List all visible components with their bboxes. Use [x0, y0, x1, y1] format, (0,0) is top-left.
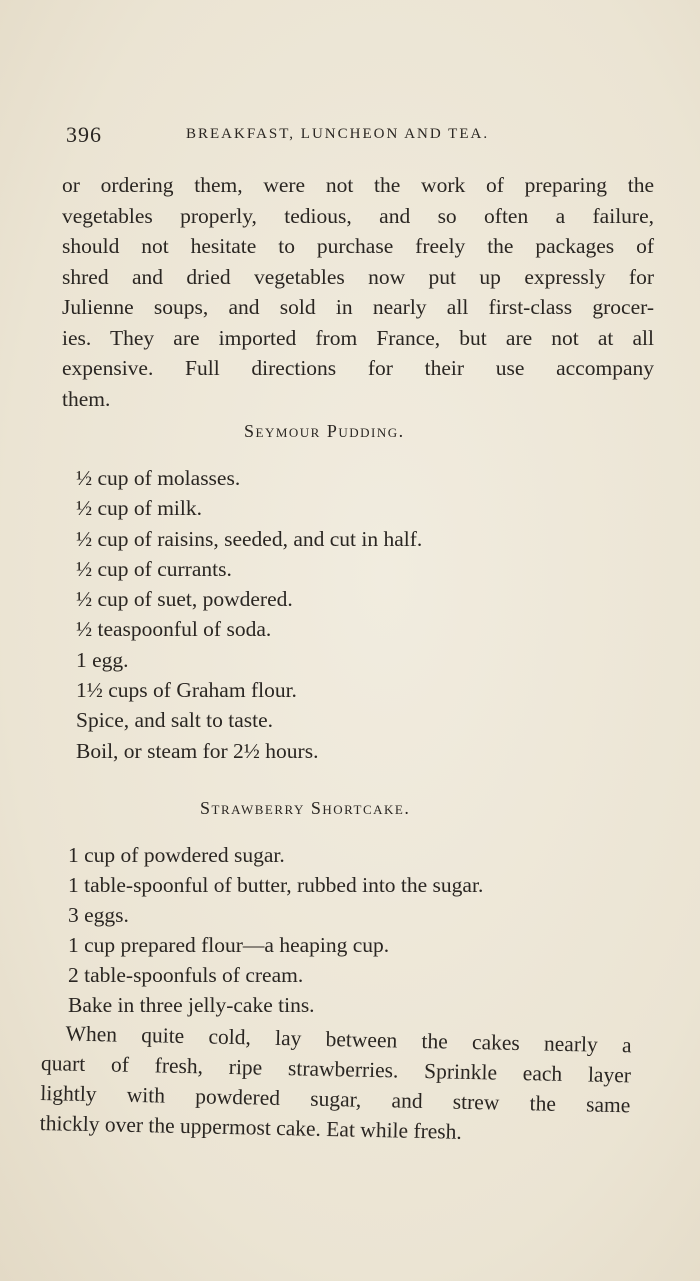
- ingredient-item: Boil, or steam for 2½ hours.: [76, 738, 319, 763]
- ingredient-item: 3 eggs.: [68, 903, 129, 927]
- ingredient-item: Bake in three jelly-cake tins.: [68, 993, 315, 1017]
- ingredient-item: ½ cup of suet, powdered.: [76, 587, 293, 612]
- paragraph-line: ies. They are imported from France, but are not at all: [62, 325, 654, 350]
- ingredient-item: ½ cup of raisins, seeded, and cut in half.: [76, 526, 423, 551]
- paragraph-line: When quite cold, lay between the cakes nearly a: [65, 1021, 632, 1058]
- paragraph-line: them.: [62, 386, 111, 411]
- page-number: 396: [66, 122, 102, 147]
- ingredient-item: 1 cup prepared flour—a heaping cup.: [68, 933, 390, 957]
- ingredient-item: 1½ cups of Graham flour.: [76, 678, 297, 703]
- ingredient-item: 1 egg.: [76, 647, 129, 672]
- page-header: [66, 122, 666, 152]
- closing-paragraph: [39, 1018, 631, 1150]
- paragraph-line: vegetables properly, tedious, and so often a failure,: [62, 203, 654, 228]
- ingredient-item: 2 table-spoonfuls of cream.: [68, 963, 304, 987]
- paragraph-line: or ordering them, were not the work of preparing the: [62, 173, 654, 197]
- paragraph-line: thickly over the uppermost cake. Eat while fresh.: [39, 1110, 463, 1144]
- ingredient-list-strawberry-shortcake: [68, 840, 483, 1020]
- ingredient-item: Spice, and salt to taste.: [76, 708, 274, 733]
- ingredient-item: 1 table-spoonful of butter, rubbed into the sugar.: [68, 873, 484, 897]
- paragraph-line: shred and dried vegetables now put up expressly for: [62, 264, 654, 289]
- recipe-title-seymour-pudding: Seymour Pudding.: [244, 421, 405, 441]
- ingredient-item: ½ cup of currants.: [76, 556, 232, 581]
- ingredient-item: 1 cup of powdered sugar.: [68, 843, 285, 867]
- paragraph-line: expensive. Full directions for their use accompany: [62, 356, 654, 380]
- paragraph-line: should not hesitate to purchase freely the packages of: [62, 234, 654, 258]
- ingredient-item: ½ teaspoonful of soda.: [76, 617, 272, 642]
- paragraph-line: Julienne soups, and sold in nearly all first-class grocer-: [62, 295, 654, 319]
- recipe-title-strawberry-shortcake: Strawberry Shortcake.: [200, 798, 411, 818]
- ingredient-item: ½ cup of milk.: [76, 496, 202, 521]
- intro-paragraph: [62, 170, 654, 414]
- running-head: BREAKFAST, LUNCHEON AND TEA.: [186, 126, 490, 142]
- ingredient-list-seymour-pudding: [76, 463, 422, 766]
- ingredient-item: ½ cup of molasses.: [76, 466, 241, 490]
- paragraph-line: lightly with powdered sugar, and strew the same: [40, 1080, 631, 1118]
- paragraph-line: quart of fresh, ripe strawberries. Sprinkle each layer: [40, 1050, 632, 1088]
